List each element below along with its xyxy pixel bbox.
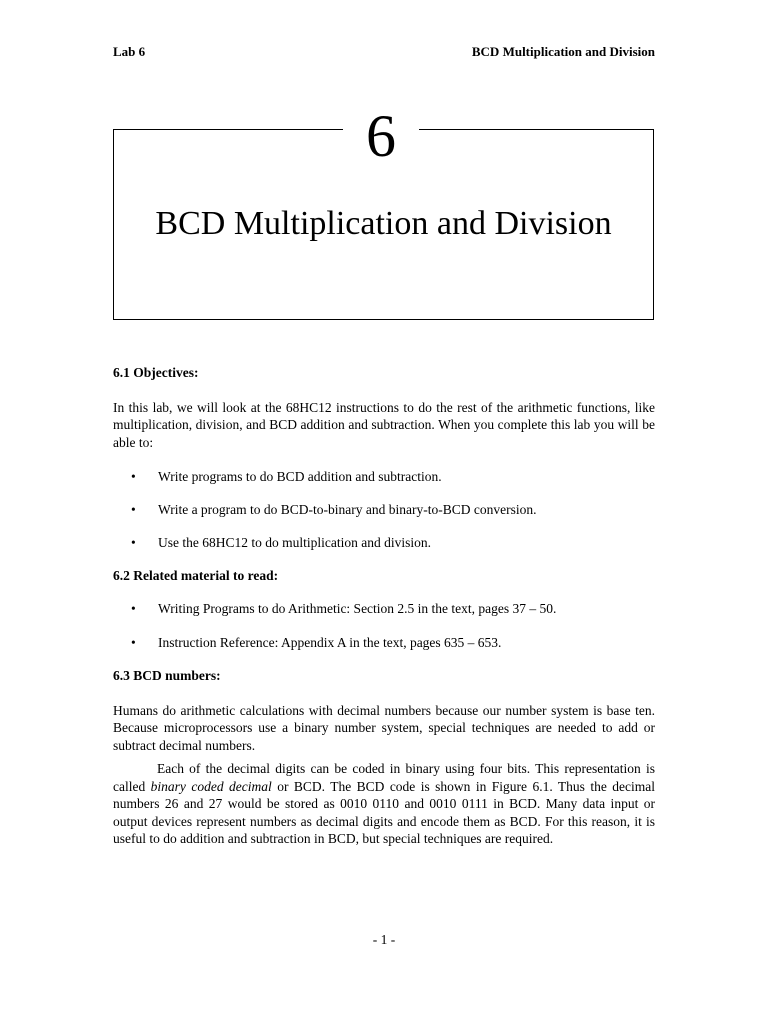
list-item-text: Use the 68HC12 to do multiplication and division. (158, 535, 431, 550)
list-item (113, 468, 655, 486)
bcd-term-emphasis: binary coded decimal (150, 778, 272, 794)
bullet-icon: • (131, 634, 136, 650)
list-item (113, 600, 655, 618)
chapter-number: 6 (343, 96, 419, 176)
header-lab-label: Lab 6 (113, 44, 146, 59)
bullet-icon: • (131, 535, 136, 550)
bcd-paragraph-2-end: or BCD. The BCD code is shown in Figure 6.1. Thus the decimal numbers 26 and 27 would be stored as 0010 0110 and 0010 0111 in BCD. Many data input or output devices represent numbers as decimal digits and encode them as BCD. For this reason, it is useful to do addition and subtraction in BCD, but special techniques are required. (113, 778, 655, 846)
list-item-text: Instruction Reference: Appendix A in the text, pages 635 – 653. (158, 634, 502, 650)
objectives-heading: 6.1 Objectives: (113, 365, 199, 380)
list-item (113, 534, 655, 552)
list-item-text: Writing Programs to do Arithmetic: Section 2.5 in the text, pages 37 – 50. (158, 600, 557, 616)
list-item-text: Write a program to do BCD-to-binary and binary-to-BCD conversion. (158, 502, 537, 517)
bullet-icon: • (131, 469, 136, 484)
list-item (113, 501, 655, 519)
chapter-title: BCD Multiplication and Division (155, 205, 612, 242)
objectives-intro: In this lab, we will look at the 68HC12 instructions to do the rest of the arithmetic functions, like multiplication, division, and BCD addition and subtraction. When you complete this lab you will be able to: (113, 399, 655, 450)
page-header (113, 44, 655, 60)
bcd-paragraph-1: Humans do arithmetic calculations with decimal numbers because our number system is base ten. Because microprocessors use a binary number system, special techniques are needed to add or subtract decimal numbers. (113, 702, 655, 753)
bcd-paragraph-2 (113, 760, 655, 848)
list-item (113, 634, 655, 652)
objectives-list (113, 468, 655, 552)
bcd-heading: 6.3 BCD numbers: (113, 668, 221, 683)
bullet-icon: • (131, 502, 136, 517)
bcd-paragraph-2-start: Each of the decimal digits can be coded in binary using four bits. This representation is called (113, 761, 655, 794)
related-list (113, 600, 655, 652)
main-content (113, 364, 655, 848)
bullet-icon: • (131, 600, 136, 616)
related-heading: 6.2 Related material to read: (113, 567, 279, 583)
page-number: - 1 - (372, 932, 396, 947)
header-chapter-title: BCD Multiplication and Division (471, 44, 655, 59)
list-item-text: Write programs to do BCD addition and subtraction. (158, 469, 442, 484)
